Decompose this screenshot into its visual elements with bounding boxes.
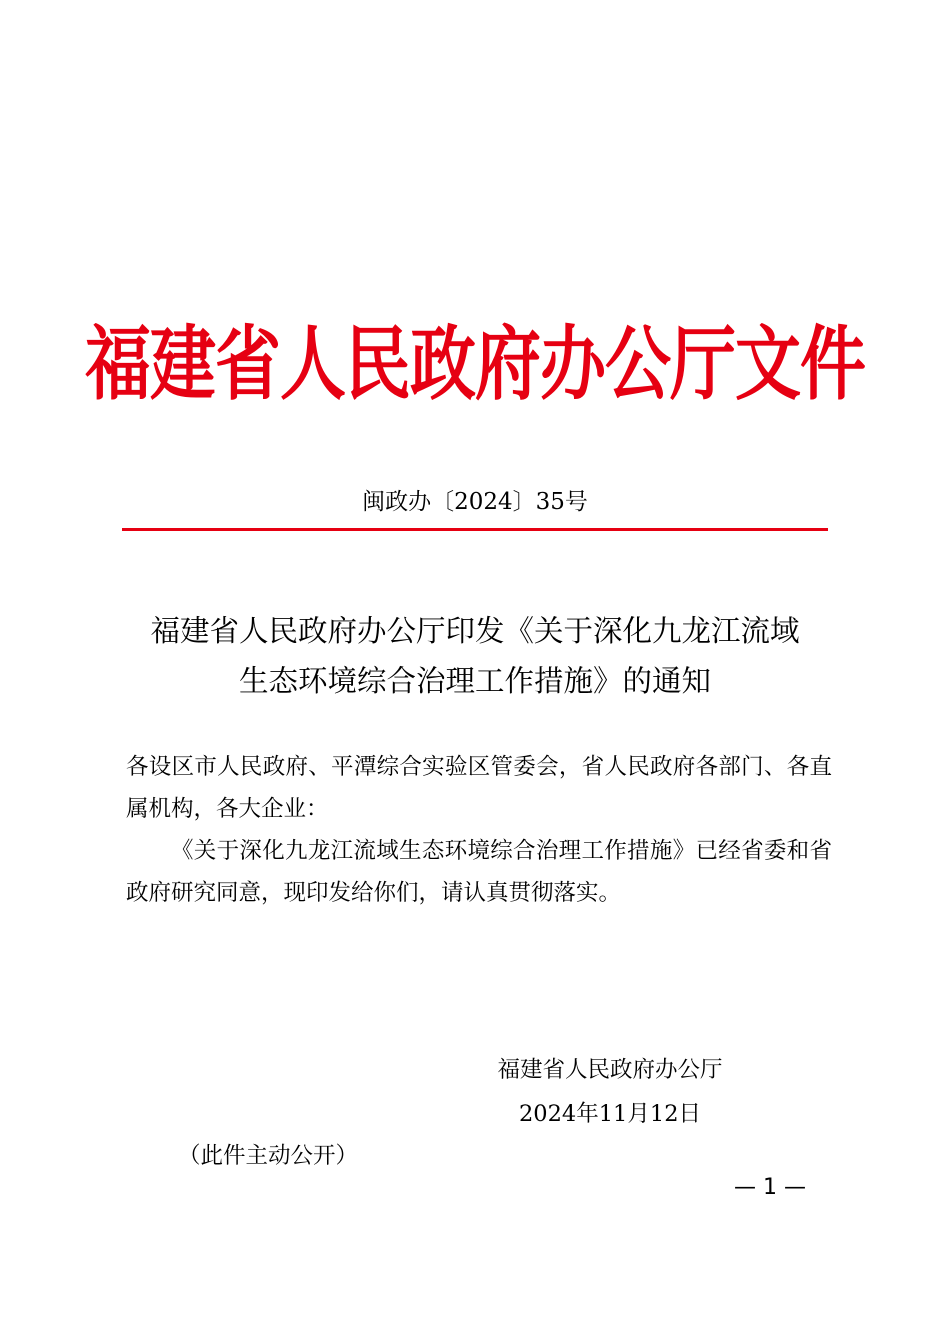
disclosure-note: （此件主动公开） [178,1143,359,1169]
page-number: — 1 — [734,1175,806,1200]
body-paragraph: 《关于深化九龙江流域生态环境综合治理工作措施》已经省委和省政府研究同意，现印发给你们，请认真贯彻落实。 [126,838,832,906]
red-separator-line [122,528,828,531]
document-masthead: 福建省人民政府办公厅文件 [85,316,865,412]
issuing-authority: 福建省人民政府办公厅 [497,1057,723,1083]
recipients-line: 各设区市人民政府、平潭综合实验区管委会，省人民政府各部门、各直属机构，各大企业： [126,754,832,822]
document-number: 闽政办〔2024〕35号 [362,489,588,515]
issue-date: 2024年11月12日 [518,1101,702,1127]
title-line-1: 福建省人民政府办公厅印发《关于深化九龙江流域 [150,614,800,648]
document-body [126,746,832,914]
title-line-2: 生态环境综合治理工作措施》的通知 [238,664,711,698]
document-title [100,606,850,706]
